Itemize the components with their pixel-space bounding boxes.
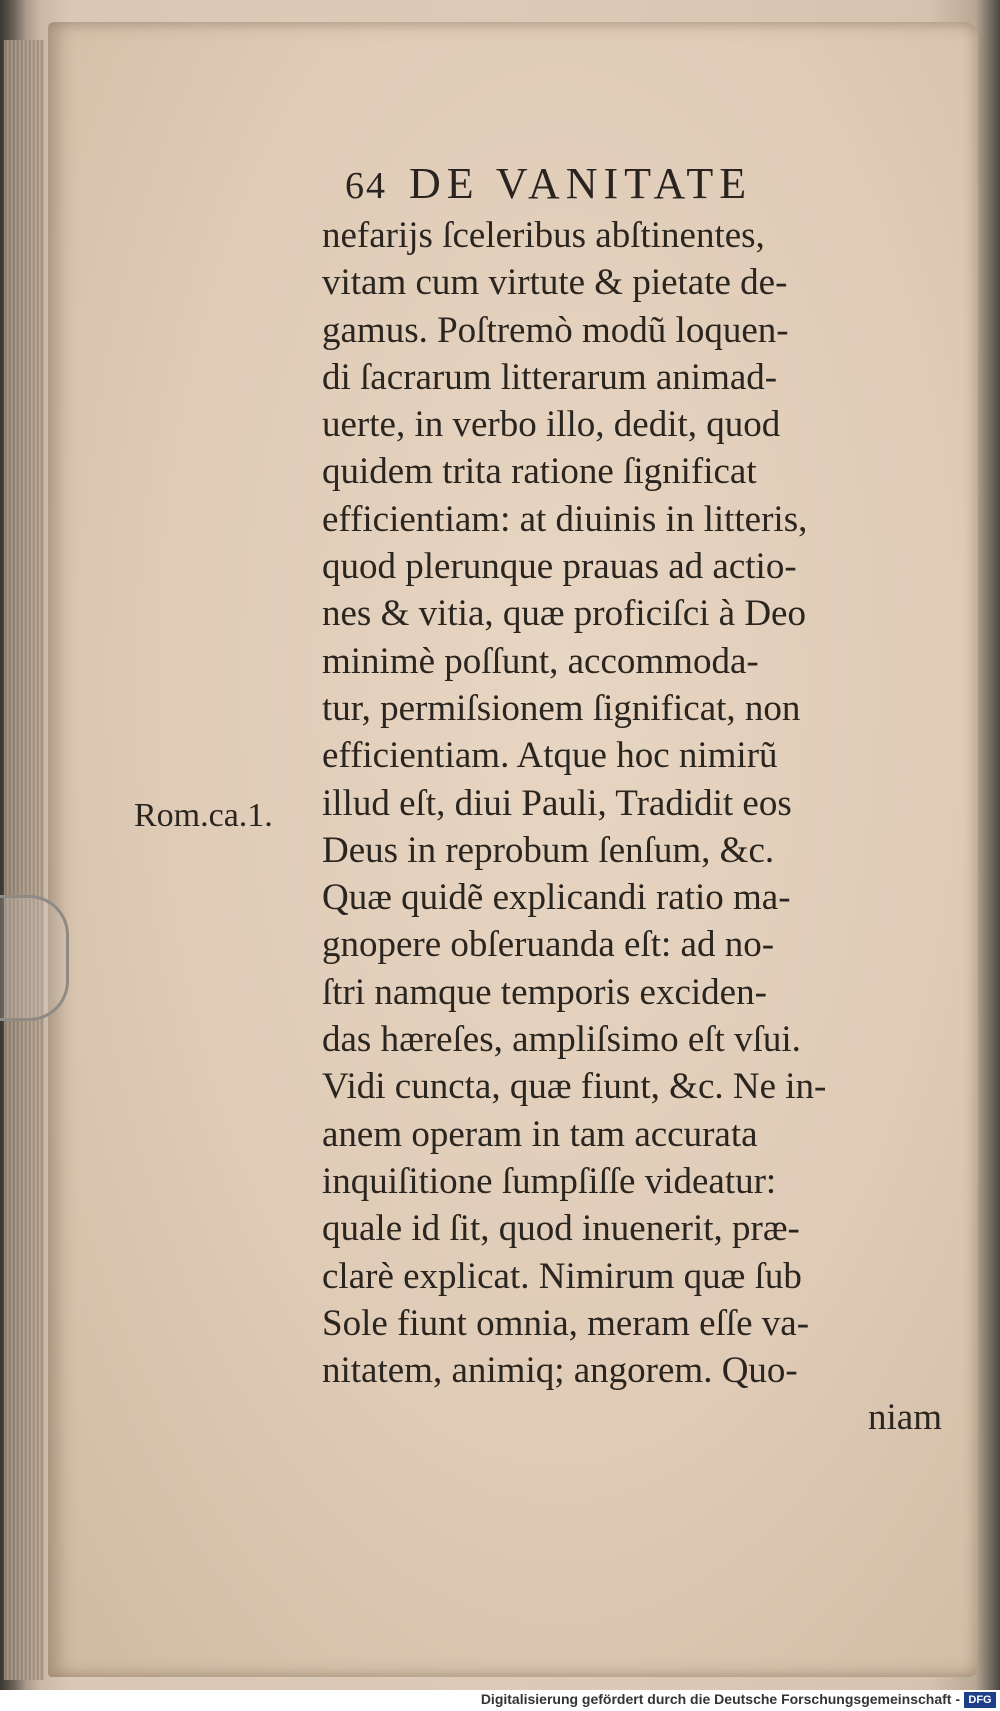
text-line: uerte, in verbo illo, dedit, quod (322, 404, 781, 446)
text-line: anem operam in tam accurata (322, 1113, 758, 1155)
marginal-note: Rom.ca.1. (134, 797, 273, 834)
text-line: gamus. Poſtremò modũ loquen- (322, 309, 789, 351)
digitization-footer (0, 1690, 1000, 1711)
text-line: Quæ quidẽ explicandi ratio ma- (322, 877, 791, 919)
text-line: efficientiam. Atque hoc nimirũ (322, 735, 778, 777)
text-line: clarè explicat. Nimirum quæ ſub (322, 1255, 802, 1297)
text-line: tur, permiſsionem ſignificat, non (322, 687, 801, 729)
text-line: efficientiam: at diuinis in litteris, (322, 498, 808, 540)
text-line: Vidi cuncta, quæ fiunt, &c. Ne in- (322, 1066, 827, 1108)
text-line: Sole fiunt omnia, meram eſſe va- (322, 1302, 810, 1344)
text-line: nitatem, animiq; angorem. Quo- (322, 1350, 798, 1392)
page-number: 64 (345, 165, 387, 207)
dfg-logo: DFG (964, 1692, 996, 1708)
text-line: ſtri namque temporis exciden- (322, 971, 767, 1013)
body-text (322, 212, 942, 1442)
text-line: gnopere obſeruanda eſt: ad no- (322, 924, 775, 966)
text-line: das hæreſes, ampliſsimo eſt vſui. (322, 1019, 801, 1061)
page-header (345, 158, 885, 210)
text-line: di ſacrarum litterarum animad- (322, 356, 778, 398)
text-line: quod plerunque prauas ad actio- (322, 546, 797, 588)
running-title: DE VANITATE (409, 159, 753, 208)
page-edges (4, 40, 44, 1680)
text-line: nes & vitia, quæ proficiſci à Deo (322, 593, 806, 635)
page-clip (0, 895, 69, 1021)
text-line: inquiſitione ſumpſiſſe videatur: (322, 1160, 777, 1202)
text-line: minimè poſſunt, accommoda- (322, 640, 759, 682)
catchword: niam (868, 1397, 942, 1439)
footer-credit: Digitalisierung gefördert durch die Deutsche Forschungsgemeinschaft - (480, 1691, 960, 1707)
text-line: illud eſt, diui Pauli, Tradidit eos (322, 782, 792, 824)
text-line: vitam cum virtute & pietate de- (322, 262, 788, 304)
text-line: nefarijs ſceleribus abſtinentes, (322, 215, 765, 256)
text-line: quale id ſit, quod inuenerit, præ- (322, 1208, 800, 1250)
text-line: quidem trita ratione ſignificat (322, 451, 757, 493)
text-line: Deus in reprobum ſenſum, &c. (322, 829, 775, 871)
